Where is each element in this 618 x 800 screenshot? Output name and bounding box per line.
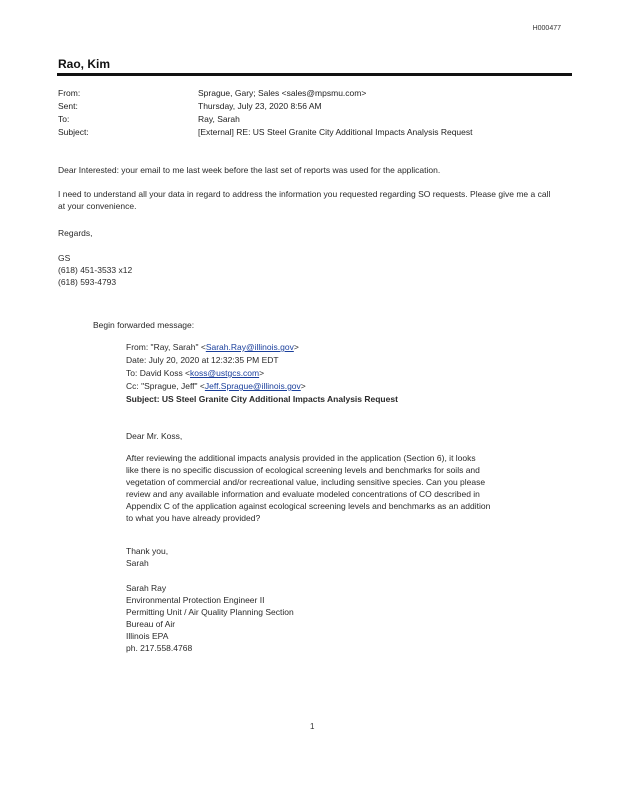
fwd-para-line: review and any available information and evaluate modeled concentrations of CO described in	[126, 489, 480, 499]
header-divider	[57, 73, 572, 76]
reply-initials: GS	[58, 253, 71, 263]
forwarded-header	[126, 341, 566, 406]
fwd-from-email-link[interactable]: Sarah.Ray@illinois.gov	[205, 342, 294, 352]
sent-value: Thursday, July 23, 2020 8:56 AM	[198, 101, 322, 111]
fwd-para-line: Appendix C of the application against ecological screening levels and benchmarks as an addition	[126, 501, 491, 511]
fwd-thanks: Thank you,	[126, 546, 169, 556]
fwd-cc-line: Cc: "Sprague, Jeff" <Jeff.Sprague@illinois.gov>	[126, 381, 306, 391]
fwd-date-line: Date: July 20, 2020 at 12:32:35 PM EDT	[126, 355, 279, 365]
from-label: From:	[58, 88, 81, 98]
reply-phone-1: (618) 451-3533 x12	[58, 265, 133, 275]
forwarded-intro: Begin forwarded message:	[93, 320, 195, 330]
fwd-subject-line: Subject: US Steel Granite City Additional Impacts Analysis Request	[126, 394, 398, 404]
fwd-to-line: To: David Koss <koss@ustgcs.com>	[126, 368, 265, 378]
fwd-para-line: like there is no specific discussion of ecological screening levels and benchmarks for soils and	[126, 465, 480, 475]
to-value: Ray, Sarah	[198, 114, 240, 124]
signature-line: Bureau of Air	[126, 619, 176, 629]
bates-number: H000477	[532, 25, 561, 32]
fwd-from-line: From: "Ray, Sarah" <Sarah.Ray@illinois.gov>	[126, 342, 299, 352]
signature-line: Permitting Unit / Air Quality Planning Section	[126, 607, 294, 617]
fwd-cc-email-link[interactable]: Jeff.Sprague@illinois.gov	[204, 381, 301, 391]
reply-paragraph-2: I need to understand all your data in regard to address the information you requested regarding SO requests. Please give me a call at your convenience.	[58, 189, 551, 211]
fwd-to-email-link[interactable]: koss@ustgcs.com	[190, 368, 260, 378]
signature-line: Illinois EPA	[126, 631, 169, 641]
sent-label: Sent:	[58, 101, 78, 111]
fwd-para-line: vegetation of commercial and/or recreational value, including sensitive species. Can you please	[126, 477, 486, 487]
sender-name-heading: Rao, Kim	[58, 57, 111, 71]
reply-closing: Regards,	[58, 228, 93, 238]
subject-value: [External] RE: US Steel Granite City Additional Impacts Analysis Request	[198, 127, 473, 137]
fwd-greeting: Dear Mr. Koss,	[126, 431, 183, 441]
subject-label: Subject:	[58, 127, 89, 137]
fwd-thanks-name: Sarah	[126, 558, 149, 568]
fwd-para-line: to what you have already provided?	[126, 513, 261, 523]
fwd-request-paragraph	[126, 452, 556, 524]
page-number: 1	[310, 722, 315, 731]
fwd-signature	[126, 582, 556, 654]
signature-line: Sarah Ray	[126, 583, 167, 593]
fwd-para-line: After reviewing the additional impacts analysis provided in the application (Section 6), it looks	[126, 453, 476, 463]
from-value: Sprague, Gary; Sales <sales@mpsmu.com>	[198, 88, 367, 98]
to-label: To:	[58, 114, 70, 124]
signature-line: ph. 217.558.4768	[126, 643, 193, 653]
reply-phone-2: (618) 593-4793	[58, 277, 117, 287]
reply-paragraph-1: Dear Interested: your email to me last week before the last set of reports was used for the application.	[58, 165, 441, 175]
signature-line: Environmental Protection Engineer II	[126, 595, 265, 605]
